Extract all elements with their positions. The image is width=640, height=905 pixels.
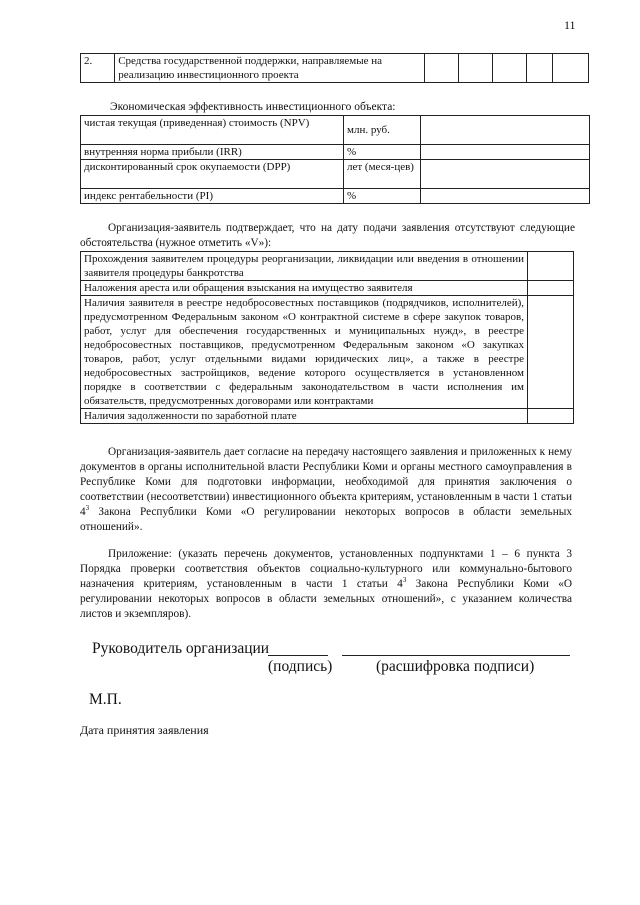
stamp-label: М.П. [89,691,122,708]
checkbox-cell[interactable] [528,252,574,281]
consent-text-end: Закона Республики Коми «О регулировании некоторых вопросов в области земельных отношений». [80,506,572,533]
indicator-value [421,116,590,145]
attachment-text: Приложение: (указать перечень документов, установленных подпунктами 1 – 6 пункта 3 Порядка проверки соответствия объектов социально-культурного или коммунально-бытового назначения критериям, установленным в части 1 статьи 4 [80,548,572,590]
indicator-label: индекс рентабельности (PI) [81,189,344,204]
table-cell [425,54,459,83]
checkbox-cell[interactable] [528,409,574,424]
signature-decode-caption: (расшифровка подписи) [376,658,535,675]
checkbox-cell[interactable] [528,281,574,296]
consent-text: Организация-заявитель дает согласие на передачу настоящего заявления и приложенных к нему документов в органы исполнительной власти Республики Коми и органы местного самоуправления в Республике Коми для подготовки информации, необходимой для принятия заключения о соответствии (несоответствии) инвестиционного объекта критериям, установленным в части 1 статьи 4 [80,446,572,518]
indicator-label: дисконтированный срок окупаемости (DPP) [81,160,344,189]
indicator-value [421,160,590,189]
table-row [81,189,590,204]
indicator-value [421,145,590,160]
table-row [81,160,590,189]
circumstance-text: Наложения ареста или обращения взыскания на имущество заявителя [81,281,528,296]
consent-paragraph [80,445,572,535]
signature-caption: (подпись) [268,658,333,675]
table-row [81,281,574,296]
superscript: 3 [85,504,90,513]
efficiency-heading: Экономическая эффективность инвестиционного объекта: [110,101,396,113]
row-number: 2. [81,54,115,83]
table-row [81,296,574,409]
row-text: Средства государственной поддержки, направляемые на реализацию инвестиционного проекта [115,54,425,83]
signature-decode-line[interactable] [342,655,570,656]
application-date-label: Дата принятия заявления [80,723,209,737]
circumstance-text: Наличия задолженности по заработной плате [81,409,528,424]
indicator-unit: лет (меся-цев) [344,160,421,189]
attachment-paragraph [80,547,572,622]
superscript: 3 [402,576,407,585]
page-number: 11 [564,18,576,32]
table-cell [526,54,552,83]
attachment-text-end: Закона Республики Коми «О регулировании некоторых вопросов в области земельных отношений», с указанием количества листов и экземпляров). [80,578,573,620]
confirm-paragraph: Организация-заявитель подтверждает, что на дату подачи заявления отсутствуют следующие обстоятельства (нужное отметить «V»): [80,222,575,249]
table-row [81,116,590,145]
support-table [80,53,589,83]
circumstance-text: Прохождения заявителем процедуры реорганизации, ликвидации или введения в отношении заявителя процедуры банкротства [81,252,528,281]
indicator-value [421,189,590,204]
table-row [81,409,574,424]
table-row [81,54,589,83]
checkbox-cell[interactable] [528,296,574,409]
indicator-unit: % [344,189,421,204]
head-of-organization-label: Руководитель организации [92,640,270,657]
indicator-unit: млн. руб. [344,116,421,145]
indicator-label: внутренняя норма прибыли (IRR) [81,145,344,160]
table-cell [459,54,493,83]
table-row [81,252,574,281]
table-cell [553,54,589,83]
table-row [81,145,590,160]
circumstance-text: Наличия заявителя в реестре недобросовестных поставщиков (подрядчиков, исполнителей), предусмотренном Федеральным законом «О контрактной системе в сфере закупок товаров, работ, услуг для обеспечения государственных и муниципальных нужд», в реестре недобросовестных поставщиков, предусмотренном Федеральным законом «О закупках товаров, работ, услуг отдельными видами юридических лиц», а также в реестре недобросовестных застройщиков, ведение которого осуществляется в установленном порядке в соответствии с федеральным законодательством в части исполнения им обязательств, предусмотренных договорами или контрактами [81,296,528,409]
indicator-unit: % [344,145,421,160]
circumstances-table [80,251,574,424]
table-cell [493,54,527,83]
efficiency-table [80,115,590,204]
indicator-label: чистая текущая (приведенная) стоимость (NPV) [81,116,344,145]
signature-line[interactable] [268,655,328,656]
